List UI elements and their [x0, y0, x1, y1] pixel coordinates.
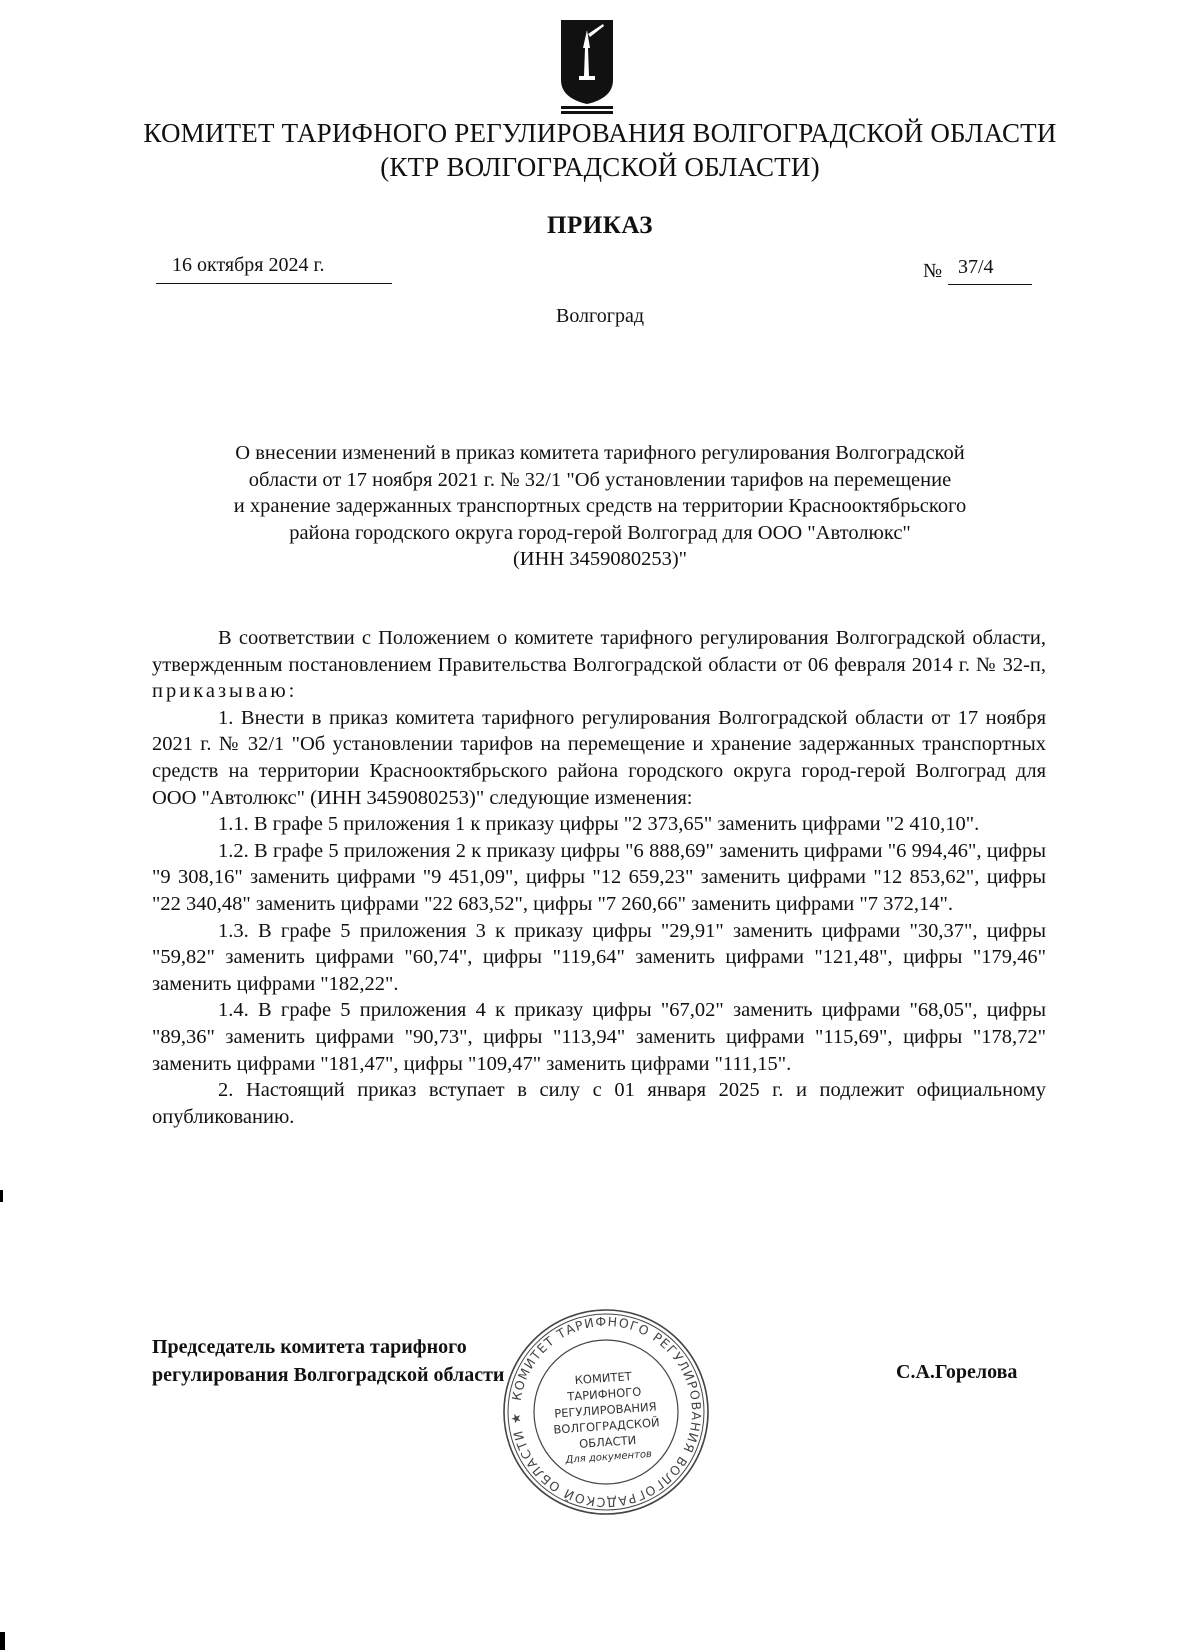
- organization-name: КОМИТЕТ ТАРИФНОГО РЕГУЛИРОВАНИЯ ВОЛГОГРАДСКОЙ ОБЛАСТИ: [143, 118, 1057, 148]
- order-subject: [170, 440, 1030, 573]
- order-number: 37/4: [958, 256, 994, 278]
- order-date: 16 октября 2024 г.: [172, 254, 325, 276]
- paragraph-1: 1. Внести в приказ комитета тарифного регулирования Волгоградской области от 17 ноября 2021 г. № 32/1 "Об установлении тарифов на перемещение и хранение задержанных транспортных средств на территории Краснооктябрьского района городского округа город-герой Волгоград для ООО "Автолюкс" (ИНН 3459080253)" следующие изменения:: [152, 706, 1046, 809]
- coat-of-arms-icon: [557, 18, 617, 114]
- paragraph-1-4: 1.4. В графе 5 приложения 4 к приказу цифры "67,02" заменить цифрами "68,05", цифры "89,36" заменить цифрами "90,73", цифры "113,94" заменить цифрами "115,69", цифры "178,72" заменить цифрами "181,47", цифры "109,47" заменить цифрами "111,15".: [152, 999, 1046, 1075]
- subject-line: и хранение задержанных транспортных средств на территории Краснооктябрьского: [233, 495, 967, 517]
- number-underline: [948, 284, 1032, 285]
- city: Волгоград: [555, 305, 645, 327]
- stamp-line: ОБЛАСТИ: [578, 1432, 637, 1451]
- stamp-line: ВОЛГОГРАДСКОЙ: [553, 1415, 661, 1437]
- subject-line: О внесении изменений в приказ комитета тарифного регулирования Волгоградской: [235, 442, 965, 464]
- signer-position: [152, 1333, 504, 1389]
- stamp-ring-text: КОМИТЕТ ТАРИФНОГО РЕГУЛИРОВАНИЯ ВОЛГОГРАДСКОЙ ОБЛАСТИ ★: [507, 1313, 705, 1511]
- organization-short-name: (КТР ВОЛГОГРАДСКОЙ ОБЛАСТИ): [380, 152, 820, 182]
- date-underline: [156, 283, 392, 284]
- subject-line: (ИНН 3459080253)": [512, 548, 688, 570]
- order-body: [152, 625, 1046, 1130]
- paragraph-2: 2. Настоящий приказ вступает в силу с 01 января 2025 г. и подлежит официальному опубликованию.: [152, 1079, 1046, 1128]
- stamp-line: ТАРИФНОГО: [566, 1384, 642, 1404]
- official-stamp: [500, 1306, 712, 1518]
- stamp-center-text: [545, 1366, 667, 1470]
- subject-line: области от 17 ноября 2021 г. № 32/1 "Об установлении тарифов на перемещение: [248, 468, 952, 491]
- paragraph-1-2: 1.2. В графе 5 приложения 2 к приказу цифры "6 888,69" заменить цифрами "6 994,46", цифры "9 308,16" заменить цифрами "9 451,09", цифры "12 659,23" заменить цифрами "12 853,62", цифры "22 340,48" заменить цифрами "22 683,52", цифры "7 260,66" заменить цифрами "7 372,14".: [152, 839, 1046, 915]
- order-word: приказываю:: [152, 680, 298, 703]
- stamp-line: КОМИТЕТ: [574, 1369, 633, 1388]
- stamp-line: Для документов: [565, 1448, 653, 1466]
- number-sign: №: [923, 260, 943, 282]
- signer-position-line: регулирования Волгоградской области: [152, 1364, 505, 1386]
- scan-edge-mark: [0, 1190, 3, 1202]
- stamp-line: РЕГУЛИРОВАНИЯ: [553, 1399, 658, 1421]
- paragraph-1-1: 1.1. В графе 5 приложения 1 к приказу цифры "2 373,65" заменить цифрами "2 410,10".: [218, 813, 980, 836]
- scan-edge-mark: [0, 1632, 5, 1650]
- subject-line: района городского округа город-герой Волгоград для ООО "Автолюкс": [289, 521, 911, 544]
- signer-position-line: Председатель комитета тарифного: [152, 1336, 467, 1358]
- signer-name: С.А.Горелова: [896, 1361, 1018, 1383]
- preamble-text: В соответствии с Положением о комитете тарифного регулирования Волгоградской области, утвержденным постановлением Правительства Волгоградской области от 06 февраля 2014 г. № 32-п,: [152, 627, 1046, 676]
- document-type: ПРИКАЗ: [547, 212, 653, 239]
- paragraph-1-3: 1.3. В графе 5 приложения 3 к приказу цифры "29,91" заменить цифрами "30,37", цифры "59,82" заменить цифрами "60,74", цифры "119,64" заменить цифрами "121,48", цифры "179,46" заменить цифрами "182,22".: [152, 919, 1046, 995]
- preamble-paragraph: [152, 625, 1046, 705]
